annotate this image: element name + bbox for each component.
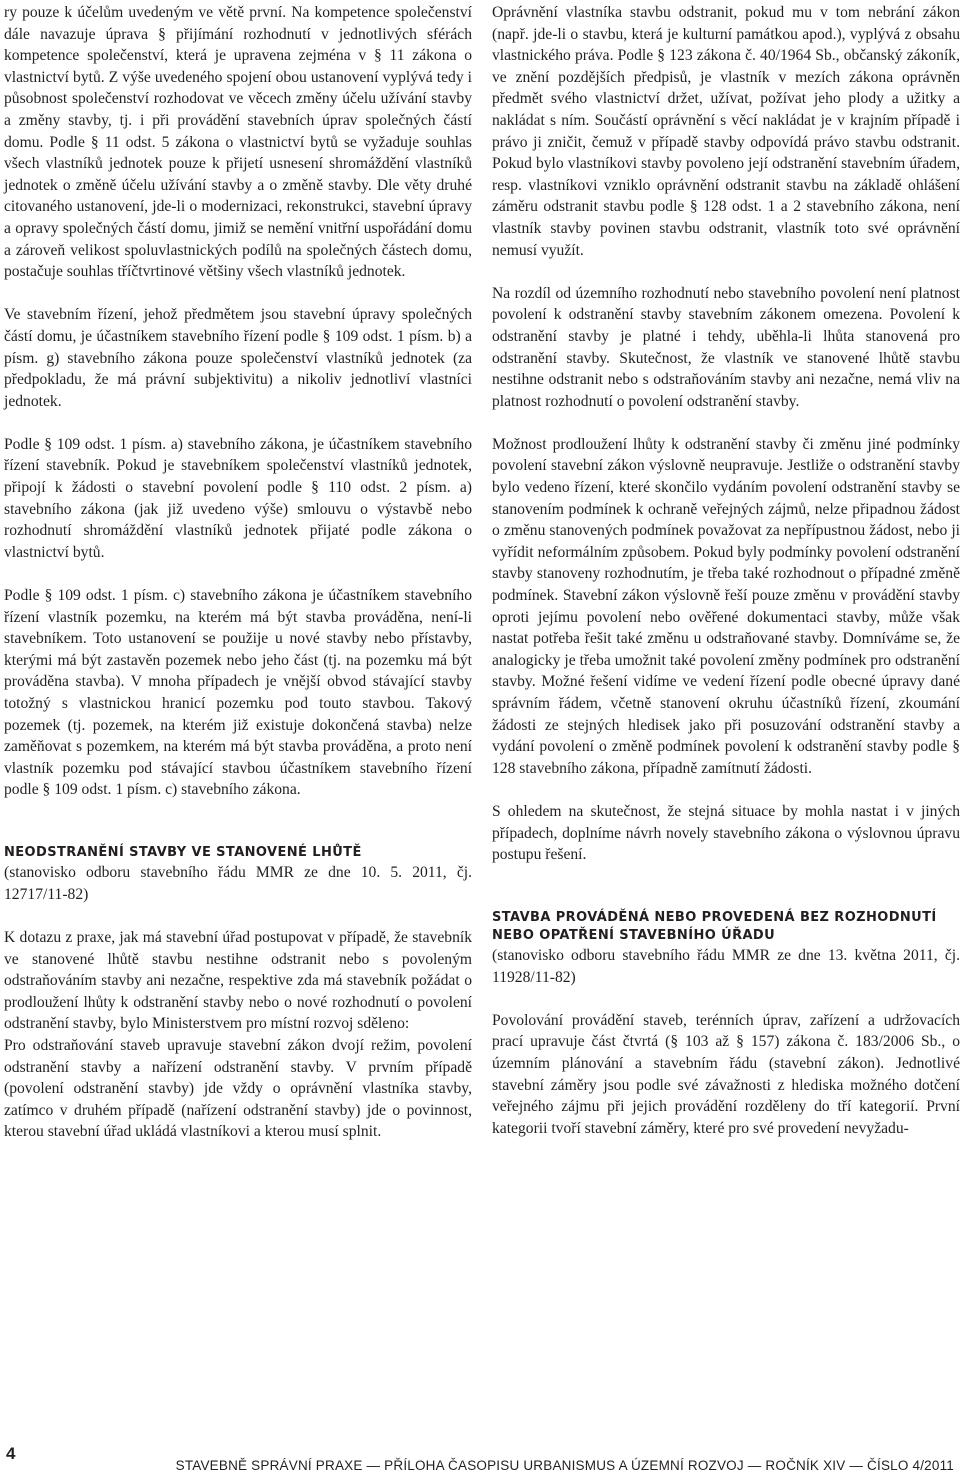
section-heading: STAVBA PROVÁDĚNÁ NEBO PROVEDENÁ BEZ ROZHODNUTÍ NEBO OPATŘENÍ STAVEBNÍHO ÚŘADU bbox=[492, 909, 937, 943]
section-source: (stanovisko odboru stavebního řádu MMR ze dne 13. května 2011, čj. 11928/11-82) bbox=[492, 946, 960, 986]
left-column bbox=[4, 2, 472, 1143]
paragraph: Podle § 109 odst. 1 písm. c) stavebního zákona je účastníkem stavebního řízení vlastník pozemku, na kterém má být stavba prováděna, není-li stavebníkem. Toto ustanovení se použije u nové stavby nebo přístavby, kterými má být zastavěn pozemek nebo jeho část (tj. na pozemku má být prováděna stavba). V mnoha případech je vnější obvod stávající stavby totožný s vlastnickou hranicí pozemku pod touto stavbou. Takový pozemek (tj. pozemek, na kterém již existuje dokončená stavba) nelze zaměňovat s pozemkem, na kterém má být stavba prováděna, a proto není vlastník pozemku pod stávající stavbou účastníkem stavebního řízení podle § 109 odst. 1 písm. c) stavebního zákona. bbox=[4, 587, 472, 799]
paragraph: K dotazu z praxe, jak má stavební úřad postupovat v případě, že stavebník ve stanovené lhůtě stavbu nestihne odstranit nebo s povoleným odstraňováním stavby ani nezačne, respektive zda má stavebník požádat o prodloužení lhůty k odstranění stavby nebo o nové rozhodnutí o povolení odstranění stavby, bylo Ministerstvem pro místní rozvoj sděleno: bbox=[4, 928, 472, 1033]
paragraph: Podle § 109 odst. 1 písm. a) stavebního zákona, je účastníkem stavebního řízení stavebník. Pokud je stavebníkem společenství vlastníků jednotek, připojí k žádosti o stavební povolení podle § 110 odst. 2 písm. a) stavebního zákona (jak již uvedeno výše) smlouvu o výstavbě nebo rozhodnutí shromáždění vlastníků jednotek přijaté podle zákona o vlastnictví bytů. bbox=[4, 435, 472, 561]
paragraph: ry pouze k účelům uvedeným ve větě první. Na kompetence společenství dále navazuje úprava § přijímání rozhodnutí v jednotlivých sférách kompetence společenství, která je upravena zejména v § 11 zákona o vlastnictví bytů. Z výše uvedeného spojení obou ustanovení vyplývá tedy i působnost společenství rozhodovat ve věcech změny účelu užívání stavby a změny stavby, tj. i při provádění stavebních úprav společných částí domu. Podle § 11 odst. 5 zákona o vlastnictví bytů se vyžaduje souhlas všech vlastníků jednotek pouze k přijetí usnesení shromáždění vlastníků jednotek o změně účelu užívání stavby a o změně stavby. Dle věty druhé citovaného ustanovení, jde-li o modernizaci, rekonstrukci, stavební úpravy a opravy společných částí domu, jimiž se nemění vnitřní uspořádání domu a zároveň velikost spoluvlastnických podílů na společných částech domu, postačuje souhlas tříčtvrtinové většiny všech vlastníků jednotek. bbox=[4, 4, 472, 281]
section-heading: NEODSTRANĚNÍ STAVBY VE STANOVENÉ LHŮTĚ bbox=[4, 845, 362, 861]
paragraph: Povolování provádění staveb, terénních úprav, zařízení a udržovacích prací upravuje část čtvrtá (§ 103 až § 157) zákona č. 183/2006 Sb., o územním plánování a stavebním řádu (stavební zákon). Jednotlivé stavební záměry jsou podle své závažnosti z hlediska možného dotčení veřejného zájmu při jejich provádění rozděleny do tří kategorií. První kategorii tvoří stavební záměry, které pro své provedení nevyžadu- bbox=[492, 1011, 960, 1137]
page-number: 4 bbox=[6, 1444, 16, 1463]
paragraph: Na rozdíl od územního rozhodnutí nebo stavebního povolení není platnost povolení k odstranění stavby stavebním zákonem omezena. Povolení k odstranění stavby je platné i tehdy, uběhla-li lhůta stanovená pro odstranění stavby. Skutečnost, že vlastník ve stanovené lhůtě stavbu nestihne odstranit nebo s odstraňováním stavby ani nezačne, nemá vliv na platnost rozhodnutí o povolení odstranění stavby. bbox=[492, 284, 960, 410]
publication-footer: STAVEBNĚ SPRÁVNÍ PRAXE — PŘÍLOHA ČASOPISU URBANISMUS A ÚZEMNÍ ROZVOJ — ROČNÍK XIV — ČÍSLO 4/2011 bbox=[175, 1458, 954, 1473]
paragraph: Oprávnění vlastníka stavbu odstranit, pokud mu v tom nebrání zákon (např. jde-li o stavbu, která je kulturní památkou apod.), vyplývá z obsahu vlastnického práva. Podle § 123 zákona č. 40/1964 Sb., občanský zákoník, ve znění pozdějších předpisů, je vlastník v mezích zákona oprávněn předmět svého vlastnictví držet, užívat, požívat jeho plody a užitky a nakládat s ním. Součástí oprávnění s věcí nakládat je v krajním případě i právo ji zničit, čemuž v případě stavby odpovídá právo stavbu odstranit. Pokud bylo vlastníkovi stavby povoleno její odstranění stavebním úřadem, resp. vlastníkovi vzniklo oprávnění odstranit stavbu na základě ohlášení záměru odstranit stavbu podle § 128 odst. 1 a 2 stavebního zákona, není vlastník stavby povinen stavbu odstranit, vlastník toto své oprávnění nemusí využít. bbox=[492, 4, 960, 259]
paragraph: Ve stavebním řízení, jehož předmětem jsou stavební úpravy společných částí domu, je účastníkem stavebního řízení podle § 109 odst. 1 písm. b) a písm. g) stavebního zákona pouze společenství vlastníků jednotek (za předpokladu, že má právní subjektivitu) a nikoliv jednotliví vlastníci jednotek. bbox=[4, 306, 472, 410]
paragraph: S ohledem na skutečnost, že stejná situace by mohla nastat i v jiných případech, doplníme návrh novely stavebního zákona o výslovnou úpravu postupu řešení. bbox=[492, 802, 960, 864]
paragraph: Pro odstraňování staveb upravuje stavební zákon dvojí režim, povolení odstranění stavby a nařízení odstranění stavby. V prvním případě (povolení odstranění stavby) jde vždy o oprávnění vlastníka stavby, zatímco v druhém případě (nařízení odstranění stavby) jde o povinnost, kterou stavební úřad ukládá vlastníkovi a kterou musí splnit. bbox=[4, 1036, 472, 1141]
right-column bbox=[492, 2, 960, 1139]
paragraph: Možnost prodloužení lhůty k odstranění stavby či změnu jiné podmínky povolení stavební zákon výslovně neupravuje. Jestliže o odstranění stavby bylo vedeno řízení, které skončilo vydáním povolení odstranění stavby se stanovením podmínek k ochraně veřejných zájmů, nelze připadnou žádost o změnu stanovených podmínek považovat za nepřípustnou žádost, nebo ji vyřídit neformálním způsobem. Pokud byly podmínky povolení odstranění stavby stanoveny rozhodnutím, je třeba také rozhodnout o případné změně podmínek. Stavební zákon výslovně řeší pouze změnu v provádění stavby oproti jejímu povolení nebo ověřené dokumentaci stavby, může však nastat potřeba řešit také změnu u odstraňované stavby. Domníváme se, že analogicky je třeba umožnit také povolení změny podmínek pro odstranění stavby. Možné řešení vidíme ve vedení řízení podle obecné úpravy dané správním řádem, včetně stanovení okruhu účastníků řízení, zkoumání žádosti ze stejných hledisek jako při posuzování odstranění stavby a vydání povolení o změně podmínek povolení k odstranění stavby podle § 128 stavebního zákona, případně zamítnutí žádosti. bbox=[492, 435, 960, 777]
section-source: (stanovisko odboru stavebního řádu MMR ze dne 10. 5. 2011, čj. 12717/11-82) bbox=[4, 864, 472, 903]
